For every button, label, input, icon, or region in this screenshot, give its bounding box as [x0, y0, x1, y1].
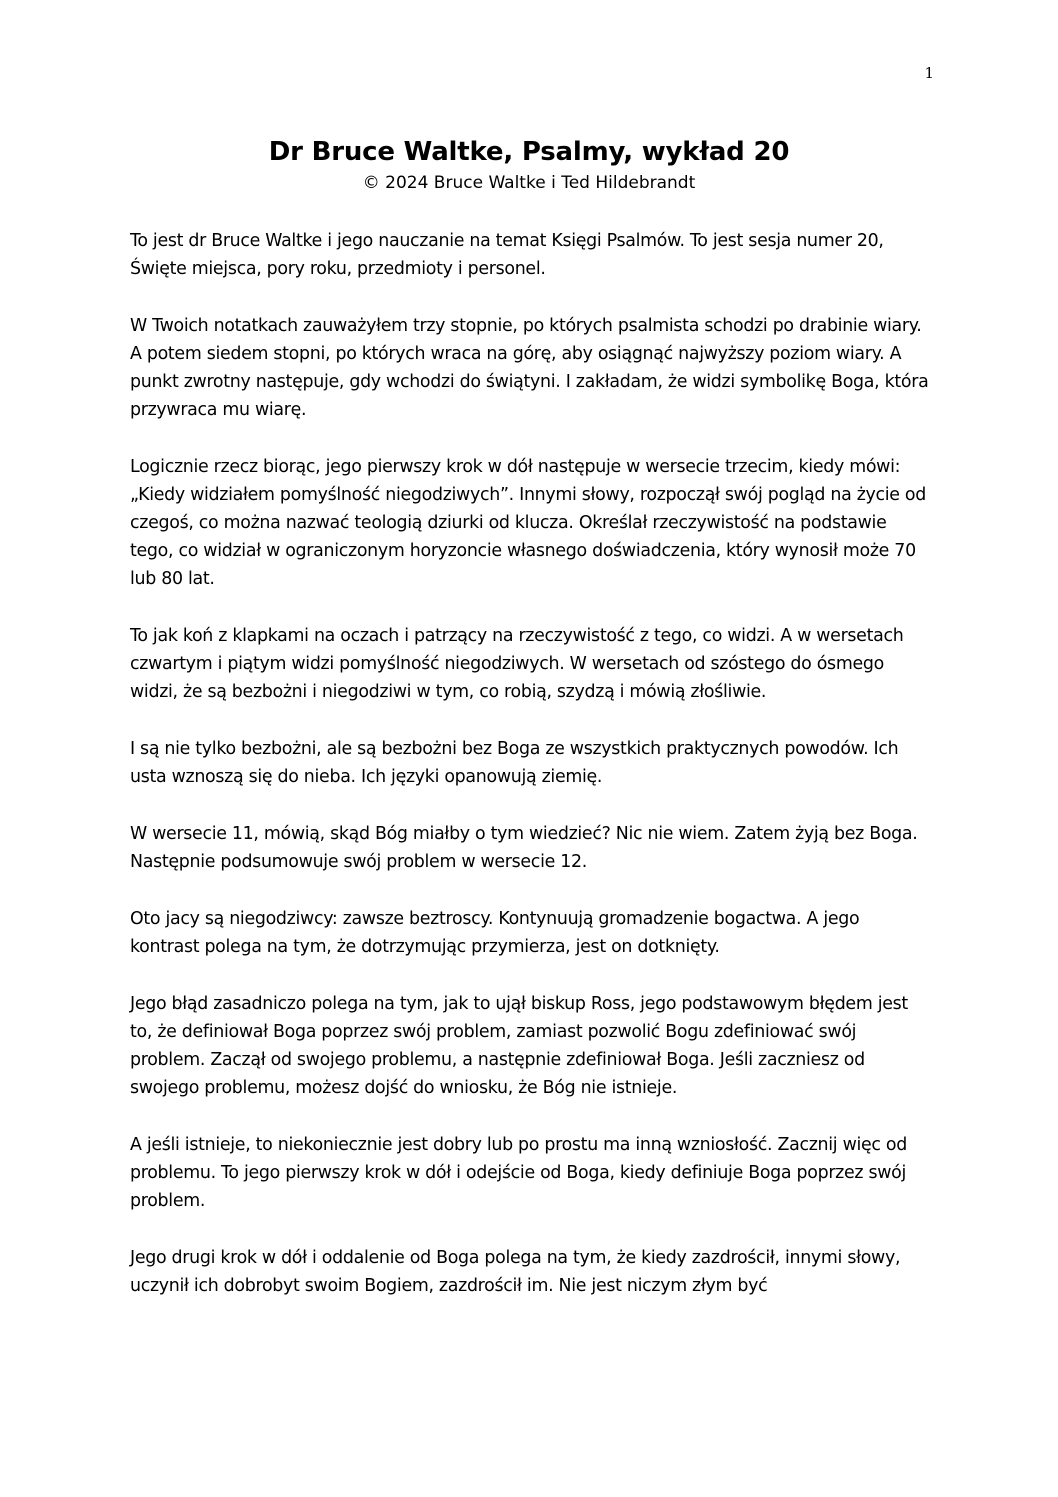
copyright-line: © 2024 Bruce Waltke i Ted Hildebrandt [362, 173, 696, 193]
document-title: Dr Bruce Waltke, Psalmy, wykład 20 [268, 137, 790, 167]
paragraph: Oto jacy są niegodziwcy: zawsze beztroscy. Kontynuują gromadzenie bogactwa. A jego kontrast polega na tym, że dotrzymując przymierza, jest on dotknięty. [130, 909, 860, 957]
paragraph: Jego błąd zasadniczo polega na tym, jak to ujął biskup Ross, jego podstawowym błędem jest to, że definiował Boga poprzez swój problem, zamiast pozwolić Bogu zdefiniować swój problem. Zaczął od swojego problemu, a następnie zdefiniował Boga. Jeśli zaczniesz od swojego problemu, możesz dojść do wniosku, że Bóg nie istnieje. [130, 994, 908, 1098]
paragraph: I są nie tylko bezbożni, ale są bezbożni bez Boga ze wszystkich praktycznych powodów. Ich usta wznoszą się do nieba. Ich języki opanowują ziemię. [130, 739, 899, 787]
page-number: 1 [924, 64, 934, 82]
paragraph: Logicznie rzecz biorąc, jego pierwszy krok w dół następuje w wersecie trzecim, kiedy mówi: „Kiedy widziałem pomyślność niegodziwych”. Innymi słowy, rozpoczął swój pogląd na życie od czegoś, co można nazwać teologią dziurki od klucza. Określał rzeczywistość na podstawie tego, co widział w ograniczonym horyzoncie własnego doświadczenia, który wynosił może 70 lub 80 lat. [130, 457, 927, 589]
paragraph: To jest dr Bruce Waltke i jego nauczanie na temat Księgi Psalmów. To jest sesja numer 20, Święte miejsca, pory roku, przedmioty i personel. [130, 231, 884, 279]
paragraph: W Twoich notatkach zauważyłem trzy stopnie, po których psalmista schodzi po drabinie wiary. A potem siedem stopni, po których wraca na górę, aby osiągnąć najwyższy poziom wiary. A punkt zwrotny następuje, gdy wchodzi do świątyni. I zakładam, że widzi symbolikę Boga, która przywraca mu wiarę. [130, 316, 929, 420]
paragraph: A jeśli istnieje, to niekoniecznie jest dobry lub po prostu ma inną wzniosłość. Zacznij więc od problemu. To jego pierwszy krok w dół i odejście od Boga, kiedy definiuje Boga poprzez swój problem. [130, 1135, 907, 1211]
paragraph: W wersecie 11, mówią, skąd Bóg miałby o tym wiedzieć? Nic nie wiem. Zatem żyją bez Boga. Następnie podsumowuje swój problem w wersecie 12. [130, 824, 918, 872]
paragraph: To jak koń z klapkami na oczach i patrzący na rzeczywistość z tego, co widzi. A w wersetach czwartym i piątym widzi pomyślność niegodziwych. W wersetach od szóstego do ósmego widzi, że są bezbożni i niegodziwi w tym, co robią, szydzą i mówią złośliwie. [130, 626, 904, 702]
paragraph: Jego drugi krok w dół i oddalenie od Boga polega na tym, że kiedy zazdrościł, innymi słowy, uczynił ich dobrobyt swoim Bogiem, zazdrościł im. Nie jest niczym złym być [130, 1248, 901, 1296]
document-body [130, 227, 930, 1329]
